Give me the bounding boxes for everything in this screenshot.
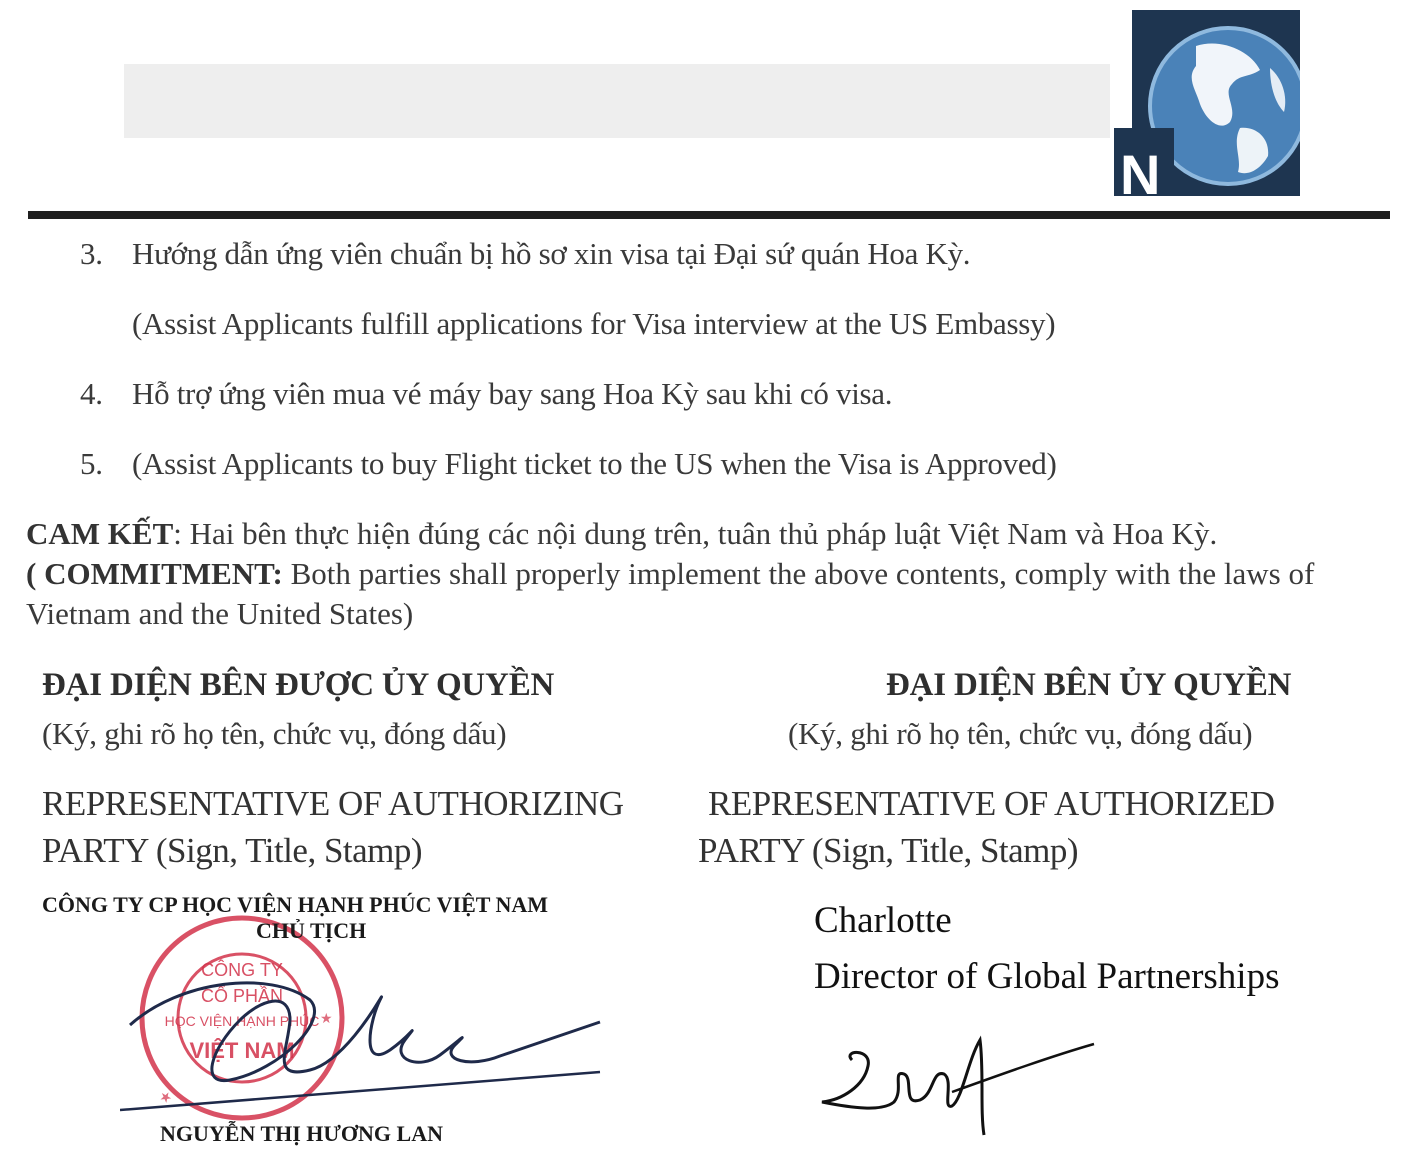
left-party-heading: ĐẠI DIỆN BÊN ĐƯỢC ỦY QUYỀN	[42, 667, 555, 703]
stamp-text-1: CÔNG TY	[201, 960, 283, 980]
item-number: 4.	[80, 376, 103, 411]
left-rep-line1: REPRESENTATIVE OF AUTHORIZING	[42, 784, 624, 823]
header-redacted-block	[124, 64, 1174, 138]
commitment-en	[26, 554, 1386, 634]
signer-name: NGUYỄN THỊ HƯƠNG LAN	[160, 1121, 443, 1146]
commitment-paragraph	[26, 514, 1386, 634]
signer-title: CHỦ TỊCH	[256, 918, 367, 943]
commitment-label-vi: CAM KẾT	[26, 516, 174, 551]
header-divider	[28, 211, 1390, 219]
stamp-text-4: VIỆT NAM	[189, 1038, 295, 1063]
right-signature	[812, 1030, 1102, 1145]
right-party-representative	[698, 780, 1275, 874]
right-rep-line2: PARTY (Sign, Title, Stamp)	[698, 831, 1079, 870]
list-item	[132, 305, 1055, 343]
item-number: 3.	[80, 236, 103, 271]
company-name: CÔNG TY CP HỌC VIỆN HẠNH PHÚC VIỆT NAM	[42, 892, 549, 917]
item-text: Hỗ trợ ứng viên mua vé máy bay sang Hoa Kỳ sau khi có visa.	[132, 376, 893, 411]
commitment-label-en: COMMITMENT:	[44, 556, 283, 591]
right-signer-name: Charlotte	[814, 900, 952, 941]
logo-letter-n: N	[1120, 143, 1161, 198]
item-text: Hướng dẫn ứng viên chuẩn bị hồ sơ xin visa tại Đại sứ quán Hoa Kỳ.	[132, 236, 971, 271]
commitment-text-vi: : Hai bên thực hiện đúng các nội dung trên, tuân thủ pháp luật Việt Nam và Hoa Kỳ.	[173, 516, 1218, 551]
left-rep-line2: PARTY (Sign, Title, Stamp)	[42, 831, 423, 870]
left-party-representative	[42, 780, 624, 874]
svg-text:★: ★	[156, 1086, 176, 1107]
right-rep-line1: REPRESENTATIVE OF AUTHORIZED	[708, 784, 1275, 823]
commitment-open-paren: (	[26, 556, 45, 591]
right-party-instruction: (Ký, ghi rõ họ tên, chức vụ, đóng dấu)	[788, 716, 1253, 751]
stamp-text-3: HỌC VIỆN HẠNH PHÚC	[164, 1013, 320, 1029]
item-number: 5.	[80, 446, 103, 481]
globe-icon	[1110, 8, 1300, 198]
right-signer-title: Director of Global Partnerships	[814, 956, 1280, 997]
commitment-vi	[26, 514, 1386, 554]
left-signature	[120, 960, 610, 1130]
svg-text:★: ★	[320, 1010, 333, 1026]
list-item	[80, 445, 1057, 483]
list-item	[80, 375, 892, 413]
commitment-text-en: Both parties shall properly implement the above contents, comply with the laws of Vietnam and the United States)	[26, 556, 1315, 631]
list-item	[80, 235, 970, 273]
stamp-text-2: CỔ PHẦN	[200, 986, 284, 1006]
item-text: (Assist Applicants fulfill applications for Visa interview at the US Embassy)	[132, 306, 1056, 341]
left-party-instruction: (Ký, ghi rõ họ tên, chức vụ, đóng dấu)	[42, 716, 507, 751]
right-party-heading: ĐẠI DIỆN BÊN ỦY QUYỀN	[886, 667, 1292, 703]
company-logo	[1110, 8, 1300, 198]
item-text: (Assist Applicants to buy Flight ticket to the US when the Visa is Approved)	[132, 446, 1057, 481]
right-signer	[814, 893, 1279, 1005]
